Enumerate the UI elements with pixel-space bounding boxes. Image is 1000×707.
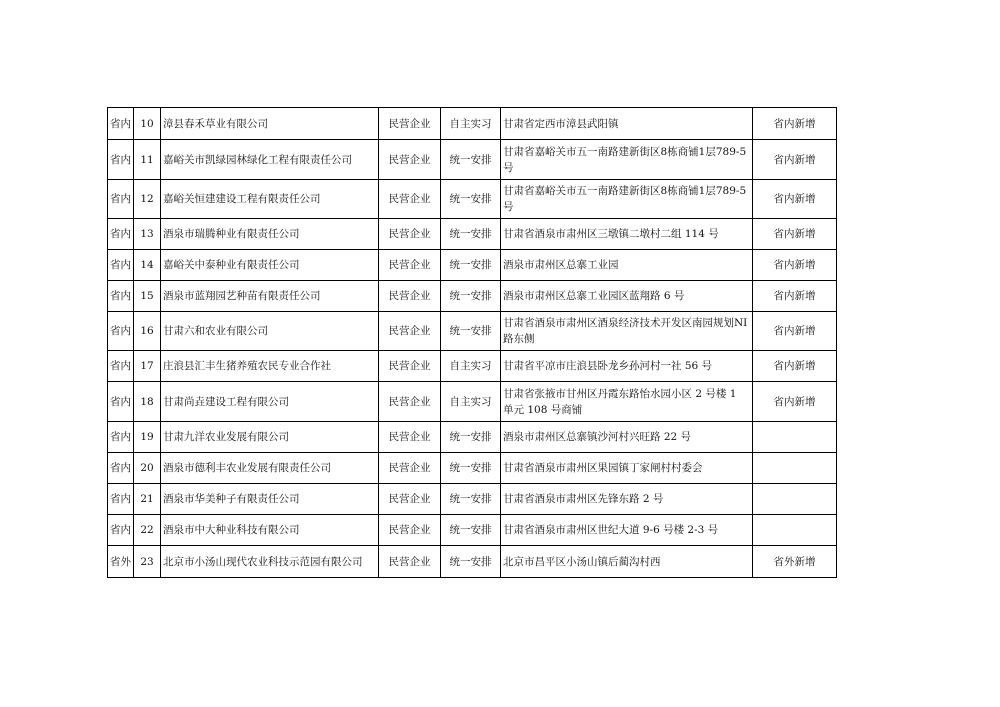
address-cell: 甘肃省酒泉市肃州区先锋东路 2 号 [501, 484, 753, 515]
table-row [108, 546, 837, 578]
arrangement-cell: 自主实习 [441, 108, 501, 140]
address-cell: 酒泉市肃州区总寨工业园区蓝翔路 6 号 [501, 281, 753, 312]
region-cell: 省内 [108, 281, 134, 312]
company-type-cell: 民营企业 [379, 351, 441, 382]
note-cell: 省内新增 [753, 250, 837, 281]
region-cell: 省内 [108, 484, 134, 515]
arrangement-cell: 统一安排 [441, 250, 501, 281]
note-cell: 省内新增 [753, 281, 837, 312]
company-name-cell: 酒泉市中大种业科技有限公司 [161, 515, 379, 546]
company-type-cell: 民营企业 [379, 422, 441, 453]
arrangement-cell: 自主实习 [441, 351, 501, 382]
arrangement-cell: 统一安排 [441, 422, 501, 453]
region-cell: 省内 [108, 422, 134, 453]
note-cell: 省内新增 [753, 312, 837, 351]
table-row [108, 250, 837, 281]
arrangement-cell: 统一安排 [441, 515, 501, 546]
address-cell: 甘肃省定西市漳县武阳镇 [501, 108, 753, 140]
address-cell: 北京市昌平区小汤山镇后蔺沟村西 [501, 546, 753, 578]
arrangement-cell: 自主实习 [441, 382, 501, 422]
company-type-cell: 民营企业 [379, 180, 441, 219]
number-cell: 18 [134, 382, 161, 422]
company-type-cell: 民营企业 [379, 382, 441, 422]
region-cell: 省内 [108, 515, 134, 546]
region-cell: 省内 [108, 180, 134, 219]
region-cell: 省内 [108, 140, 134, 180]
company-type-cell: 民营企业 [379, 108, 441, 140]
company-type-cell: 民营企业 [379, 546, 441, 578]
company-type-cell: 民营企业 [379, 281, 441, 312]
table-row [108, 515, 837, 546]
table-row [108, 422, 837, 453]
region-cell: 省内 [108, 312, 134, 351]
region-cell: 省外 [108, 546, 134, 578]
number-cell: 20 [134, 453, 161, 484]
table-row [108, 281, 837, 312]
note-cell [753, 484, 837, 515]
company-type-cell: 民营企业 [379, 219, 441, 250]
company-name-cell: 酒泉市华美种子有限责任公司 [161, 484, 379, 515]
arrangement-cell: 统一安排 [441, 219, 501, 250]
company-name-cell: 嘉峪关市凯绿园林绿化工程有限责任公司 [161, 140, 379, 180]
table-row [108, 312, 837, 351]
number-cell: 13 [134, 219, 161, 250]
number-cell: 14 [134, 250, 161, 281]
note-cell: 省内新增 [753, 108, 837, 140]
number-cell: 11 [134, 140, 161, 180]
note-cell [753, 422, 837, 453]
note-cell: 省内新增 [753, 382, 837, 422]
number-cell: 22 [134, 515, 161, 546]
enterprise-table [107, 107, 837, 578]
note-cell: 省内新增 [753, 180, 837, 219]
address-cell: 甘肃省嘉峪关市五一南路建新街区8栋商铺1层789-5号 [501, 140, 753, 180]
note-cell [753, 515, 837, 546]
note-cell: 省外新增 [753, 546, 837, 578]
number-cell: 17 [134, 351, 161, 382]
company-name-cell: 酒泉市瑞腾种业有限责任公司 [161, 219, 379, 250]
note-cell: 省内新增 [753, 219, 837, 250]
note-cell: 省内新增 [753, 140, 837, 180]
number-cell: 16 [134, 312, 161, 351]
company-type-cell: 民营企业 [379, 312, 441, 351]
address-cell: 甘肃省嘉峪关市五一南路建新街区8栋商铺1层789-5号 [501, 180, 753, 219]
company-type-cell: 民营企业 [379, 515, 441, 546]
company-name-cell: 嘉峪关中泰种业有限责任公司 [161, 250, 379, 281]
arrangement-cell: 统一安排 [441, 281, 501, 312]
arrangement-cell: 统一安排 [441, 484, 501, 515]
address-cell: 酒泉市肃州区总寨工业园 [501, 250, 753, 281]
arrangement-cell: 统一安排 [441, 312, 501, 351]
region-cell: 省内 [108, 351, 134, 382]
number-cell: 21 [134, 484, 161, 515]
address-cell: 酒泉市肃州区总寨镇沙河村兴旺路 22 号 [501, 422, 753, 453]
company-type-cell: 民营企业 [379, 140, 441, 180]
arrangement-cell: 统一安排 [441, 180, 501, 219]
number-cell: 15 [134, 281, 161, 312]
company-name-cell: 甘肃六和农业有限公司 [161, 312, 379, 351]
company-name-cell: 漳县春禾草业有限公司 [161, 108, 379, 140]
address-cell: 甘肃省张掖市甘州区丹霞东路怡水园小区 2 号楼 1 单元 108 号商铺 [501, 382, 753, 422]
address-cell: 甘肃省酒泉市肃州区三墩镇二墩村二组 114 号 [501, 219, 753, 250]
company-type-cell: 民营企业 [379, 250, 441, 281]
number-cell: 12 [134, 180, 161, 219]
number-cell: 19 [134, 422, 161, 453]
table-row [108, 180, 837, 219]
table-row [108, 108, 837, 140]
address-cell: 甘肃省酒泉市肃州区世纪大道 9-6 号楼 2-3 号 [501, 515, 753, 546]
region-cell: 省内 [108, 453, 134, 484]
company-name-cell: 酒泉市德利丰农业发展有限责任公司 [161, 453, 379, 484]
table-row [108, 453, 837, 484]
address-cell: 甘肃省酒泉市肃州区酒泉经济技术开发区南园规划NI路东侧 [501, 312, 753, 351]
region-cell: 省内 [108, 108, 134, 140]
table-row [108, 140, 837, 180]
region-cell: 省内 [108, 219, 134, 250]
arrangement-cell: 统一安排 [441, 140, 501, 180]
company-type-cell: 民营企业 [379, 484, 441, 515]
arrangement-cell: 统一安排 [441, 546, 501, 578]
company-name-cell: 北京市小汤山现代农业科技示范园有限公司 [161, 546, 379, 578]
number-cell: 23 [134, 546, 161, 578]
company-name-cell: 嘉峪关恒建建设工程有限责任公司 [161, 180, 379, 219]
arrangement-cell: 统一安排 [441, 453, 501, 484]
region-cell: 省内 [108, 250, 134, 281]
company-name-cell: 甘肃尚垚建设工程有限公司 [161, 382, 379, 422]
note-cell: 省内新增 [753, 351, 837, 382]
address-cell: 甘肃省酒泉市肃州区果园镇丁家闸村村委会 [501, 453, 753, 484]
company-type-cell: 民营企业 [379, 453, 441, 484]
table-body [108, 108, 837, 578]
address-cell: 甘肃省平凉市庄浪县卧龙乡孙河村一社 56 号 [501, 351, 753, 382]
table-row [108, 382, 837, 422]
note-cell [753, 453, 837, 484]
table-row [108, 351, 837, 382]
number-cell: 10 [134, 108, 161, 140]
region-cell: 省内 [108, 382, 134, 422]
table-row [108, 484, 837, 515]
company-name-cell: 庄浪县汇丰生猪养殖农民专业合作社 [161, 351, 379, 382]
table-row [108, 219, 837, 250]
company-name-cell: 甘肃九洋农业发展有限公司 [161, 422, 379, 453]
company-name-cell: 酒泉市蓝翔园艺种苗有限责任公司 [161, 281, 379, 312]
